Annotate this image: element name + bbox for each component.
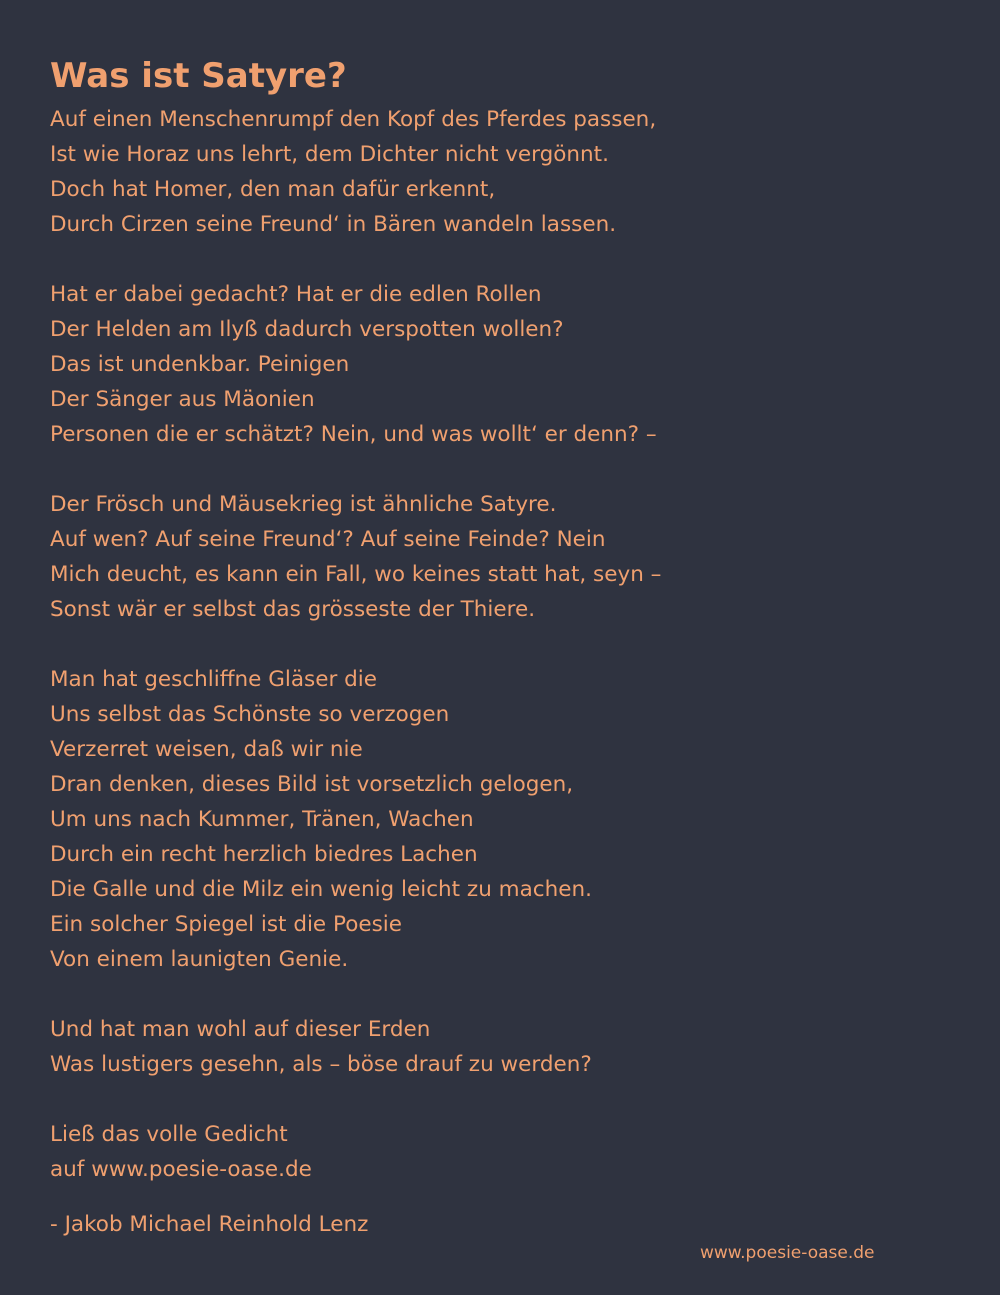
poem-line: Der Frösch und Mäusekrieg ist ähnliche Satyre. xyxy=(50,492,557,517)
stanza-4 xyxy=(50,662,950,977)
poem-page xyxy=(50,52,950,1242)
poem-line: Durch ein recht herzlich biedres Lachen xyxy=(50,842,478,867)
poem-line: Dran denken, dieses Bild ist vorsetzlich gelogen, xyxy=(50,772,574,797)
stanza-5 xyxy=(50,1012,950,1082)
poem-line: Personen die er schätzt? Nein, und was wollt‘ er denn? – xyxy=(50,422,657,447)
poem-line: Doch hat Homer, den man dafür erkennt, xyxy=(50,177,496,202)
poem-line: Mich deucht, es kann ein Fall, wo keines statt hat, seyn – xyxy=(50,562,662,587)
poem-line: Und hat man wohl auf dieser Erden xyxy=(50,1017,431,1042)
promo-line: Ließ das volle Gedicht xyxy=(50,1122,288,1147)
poem-line: Verzerret weisen, daß wir nie xyxy=(50,737,363,762)
poem-line: Hat er dabei gedacht? Hat er die edlen Rollen xyxy=(50,282,542,307)
poem-line: Die Galle und die Milz ein wenig leicht zu machen. xyxy=(50,877,592,902)
poem-line: Auf einen Menschenrumpf den Kopf des Pferdes passen, xyxy=(50,107,657,132)
promo-block xyxy=(50,1117,950,1187)
poem-line: Ein solcher Spiegel ist die Poesie xyxy=(50,912,402,937)
poem-line: Durch Cirzen seine Freund‘ in Bären wandeln lassen. xyxy=(50,212,617,237)
promo-link-line[interactable]: auf www.poesie-oase.de xyxy=(50,1157,312,1182)
stanza-2 xyxy=(50,277,950,452)
poem-line: Auf wen? Auf seine Freund‘? Auf seine Feinde? Nein xyxy=(50,527,606,552)
stanza-1 xyxy=(50,102,950,242)
poem-line: Man hat geschliffne Gläser die xyxy=(50,667,377,692)
poem-line: Der Helden am Ilyß dadurch verspotten wollen? xyxy=(50,317,564,342)
poem-line: Was lustigers gesehn, als – böse drauf zu werden? xyxy=(50,1052,592,1077)
poem-line: Ist wie Horaz uns lehrt, dem Dichter nicht vergönnt. xyxy=(50,142,609,167)
poem-line: Uns selbst das Schönste so verzogen xyxy=(50,702,450,727)
poem-line: Sonst wär er selbst das grösseste der Thiere. xyxy=(50,597,536,622)
author-name: - Jakob Michael Reinhold Lenz xyxy=(50,1212,369,1237)
poem-line: Um uns nach Kummer, Tränen, Wachen xyxy=(50,807,474,832)
stanza-3 xyxy=(50,487,950,627)
poem-line: Der Sänger aus Mäonien xyxy=(50,387,315,412)
poem-line: Das ist undenkbar. Peinigen xyxy=(50,352,350,377)
footer-url[interactable]: www.poesie-oase.de xyxy=(700,1243,875,1263)
poem-title: Was ist Satyre? xyxy=(50,56,347,96)
poem-line: Von einem launigten Genie. xyxy=(50,947,349,972)
